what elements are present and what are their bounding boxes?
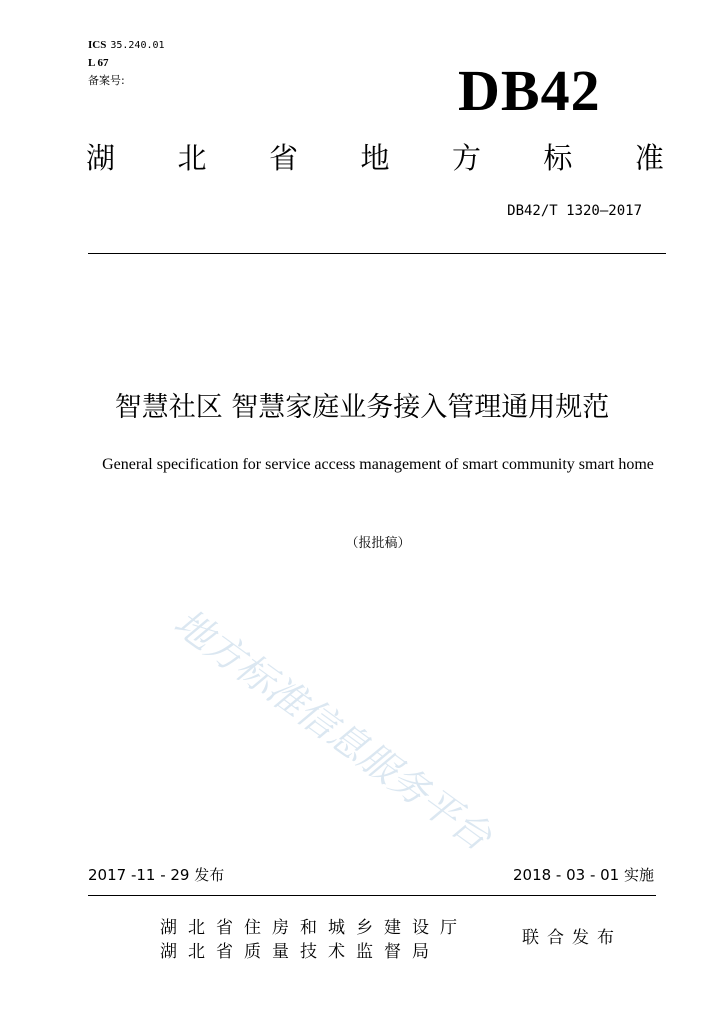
joint-issue-label: 联合发布 xyxy=(522,928,622,948)
implementation-date: 2018 - 03 - 01 实施 xyxy=(512,866,654,884)
standard-type-char: 方 xyxy=(451,141,481,175)
issue-date: 2017 -11 - 29 发布 xyxy=(88,866,225,884)
standard-type-char: 地 xyxy=(360,141,390,175)
ics-value: 35.240.01 xyxy=(110,40,165,51)
bottom-divider xyxy=(88,895,656,896)
standard-type xyxy=(86,138,664,178)
top-divider xyxy=(88,253,666,254)
standard-type-char: 省 xyxy=(268,141,298,175)
standard-type-char: 标 xyxy=(543,141,573,175)
document-title-english: General specification for service access management of smart community smart home xyxy=(102,456,654,473)
standard-type-char: 准 xyxy=(634,141,664,175)
document-title-chinese: 智慧社区 智慧家庭业务接入管理通用规范 xyxy=(114,392,610,423)
ccs-number: L 67 xyxy=(88,57,109,69)
issuer-housing-department: 湖北省住房和城乡建设厅 xyxy=(160,918,468,938)
ics-number xyxy=(88,38,165,53)
standard-type-char: 北 xyxy=(177,141,207,175)
standard-number: DB42/T 1320—2017 xyxy=(507,203,642,219)
record-number-label: 备案号: xyxy=(88,74,125,87)
db-code: DB42 xyxy=(458,58,601,123)
ics-label: ICS xyxy=(88,39,107,51)
standard-type-char: 湖 xyxy=(86,141,116,175)
issuer-quality-bureau: 湖北省质量技术监督局 xyxy=(160,942,440,962)
watermark: 地方标准信息服务平台 xyxy=(166,600,500,859)
draft-status: （报批稿） xyxy=(345,536,411,551)
